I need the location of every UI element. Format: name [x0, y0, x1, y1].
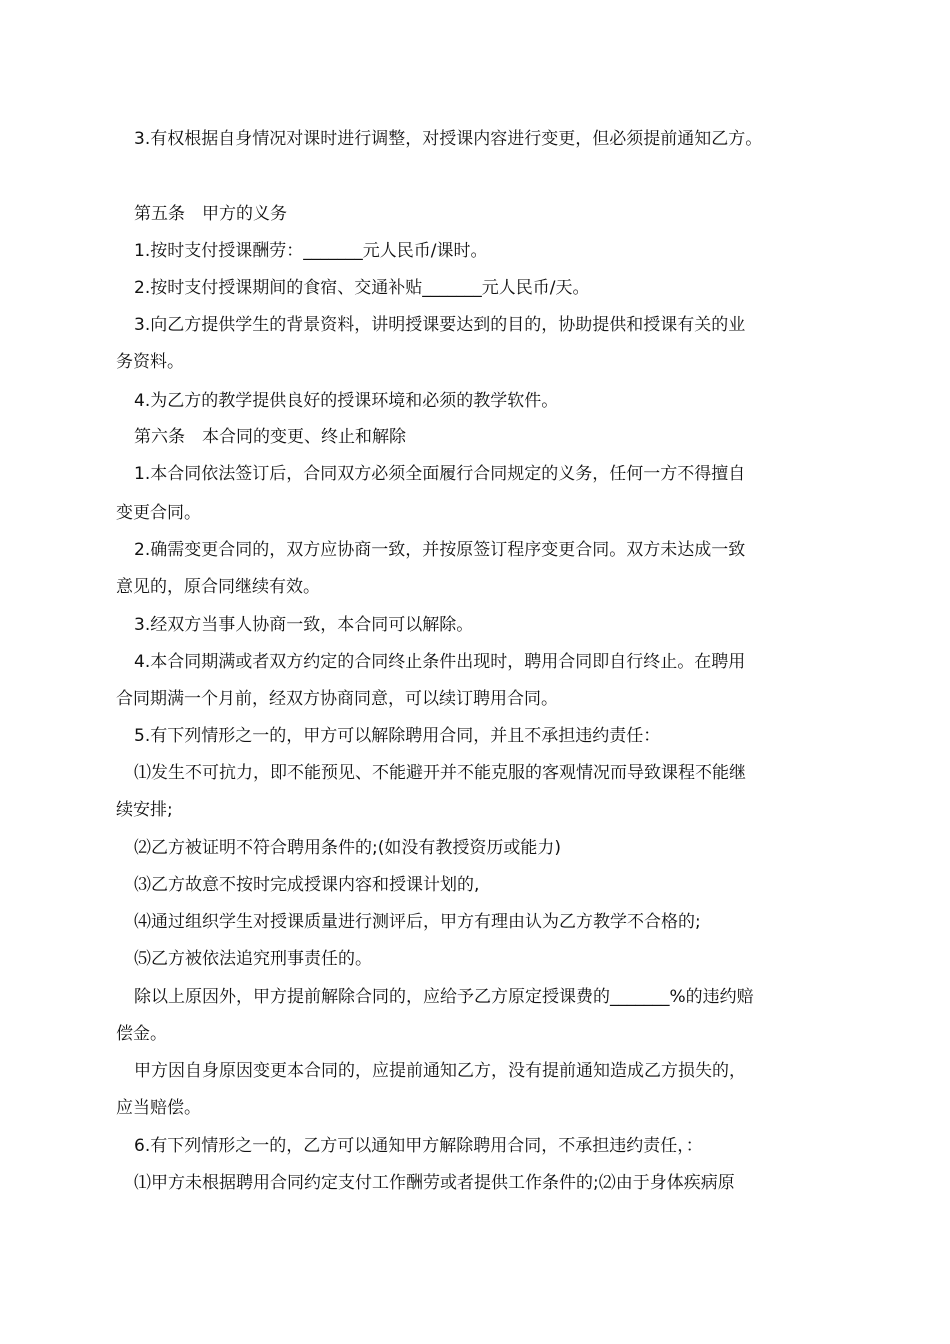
paragraph-line: 甲方因自身原因变更本合同的，应提前通知乙方，没有提前通知造成乙方损失的，	[134, 1061, 746, 1081]
paragraph-line: ⑴甲方未根据聘用合同约定支付工作酬劳或者提供工作条件的;⑵由于身体疾病原	[134, 1173, 735, 1193]
paragraph-line: ⑶乙方故意不按时完成授课内容和授课计划的,	[134, 875, 480, 895]
paragraph-line: 应当赔偿。	[116, 1098, 201, 1118]
paragraph-line: 2.确需变更合同的，双方应协商一致，并按原签订程序变更合同。双方未达成一致	[134, 540, 746, 560]
paragraph-line: 意见的，原合同继续有效。	[116, 577, 320, 597]
paragraph-line: 2.按时支付授课期间的食宿、交通补贴_______元人民币/天。	[134, 278, 590, 298]
paragraph-line: 务资料。	[116, 352, 184, 372]
paragraph-line: 3.经双方当事人协商一致，本合同可以解除。	[134, 615, 474, 635]
paragraph-line: 3.向乙方提供学生的背景资料，讲明授课要达到的目的，协助提供和授课有关的业	[134, 315, 746, 335]
paragraph-line: ⑵乙方被证明不符合聘用条件的;(如没有教授资历或能力)	[134, 838, 561, 858]
paragraph-line: 偿金。	[116, 1024, 167, 1044]
paragraph-line: 变更合同。	[116, 503, 201, 523]
paragraph-line: 1.按时支付授课酬劳：_______元人民币/课时。	[134, 241, 488, 261]
paragraph-line: ⑴发生不可抗力，即不能预见、不能避开并不能克服的客观情况而导致课程不能继	[134, 763, 746, 783]
section-heading-6: 第六条 本合同的变更、终止和解除	[134, 427, 406, 447]
paragraph-line: 除以上原因外，甲方提前解除合同的，应给予乙方原定授课费的_______%的违约赔	[134, 987, 754, 1007]
paragraph-line: 1.本合同依法签订后，合同双方必须全面履行合同规定的义务，任何一方不得擅自	[134, 464, 746, 484]
paragraph-line: ⑸乙方被依法追究刑事责任的。	[134, 949, 372, 969]
section-heading-5: 第五条 甲方的义务	[134, 204, 287, 224]
paragraph-line: 续安排;	[116, 800, 173, 820]
paragraph-line: 4.本合同期满或者双方约定的合同终止条件出现时，聘用合同即自行终止。在聘用	[134, 652, 746, 672]
paragraph-line: 6.有下列情形之一的，乙方可以通知甲方解除聘用合同，不承担违约责任，：	[134, 1136, 703, 1156]
paragraph-line: ⑷通过组织学生对授课质量进行测评后，甲方有理由认为乙方教学不合格的;	[134, 912, 701, 932]
paragraph-line: 4.为乙方的教学提供良好的授课环境和必须的教学软件。	[134, 391, 559, 411]
paragraph-line: 合同期满一个月前，经双方协商同意，可以续订聘用合同。	[116, 689, 558, 709]
paragraph-line: 5.有下列情形之一的，甲方可以解除聘用合同，并且不承担违约责任：	[134, 726, 661, 746]
paragraph-line: 3.有权根据自身情况对课时进行调整，对授课内容进行变更，但必须提前通知乙方。	[134, 129, 763, 149]
